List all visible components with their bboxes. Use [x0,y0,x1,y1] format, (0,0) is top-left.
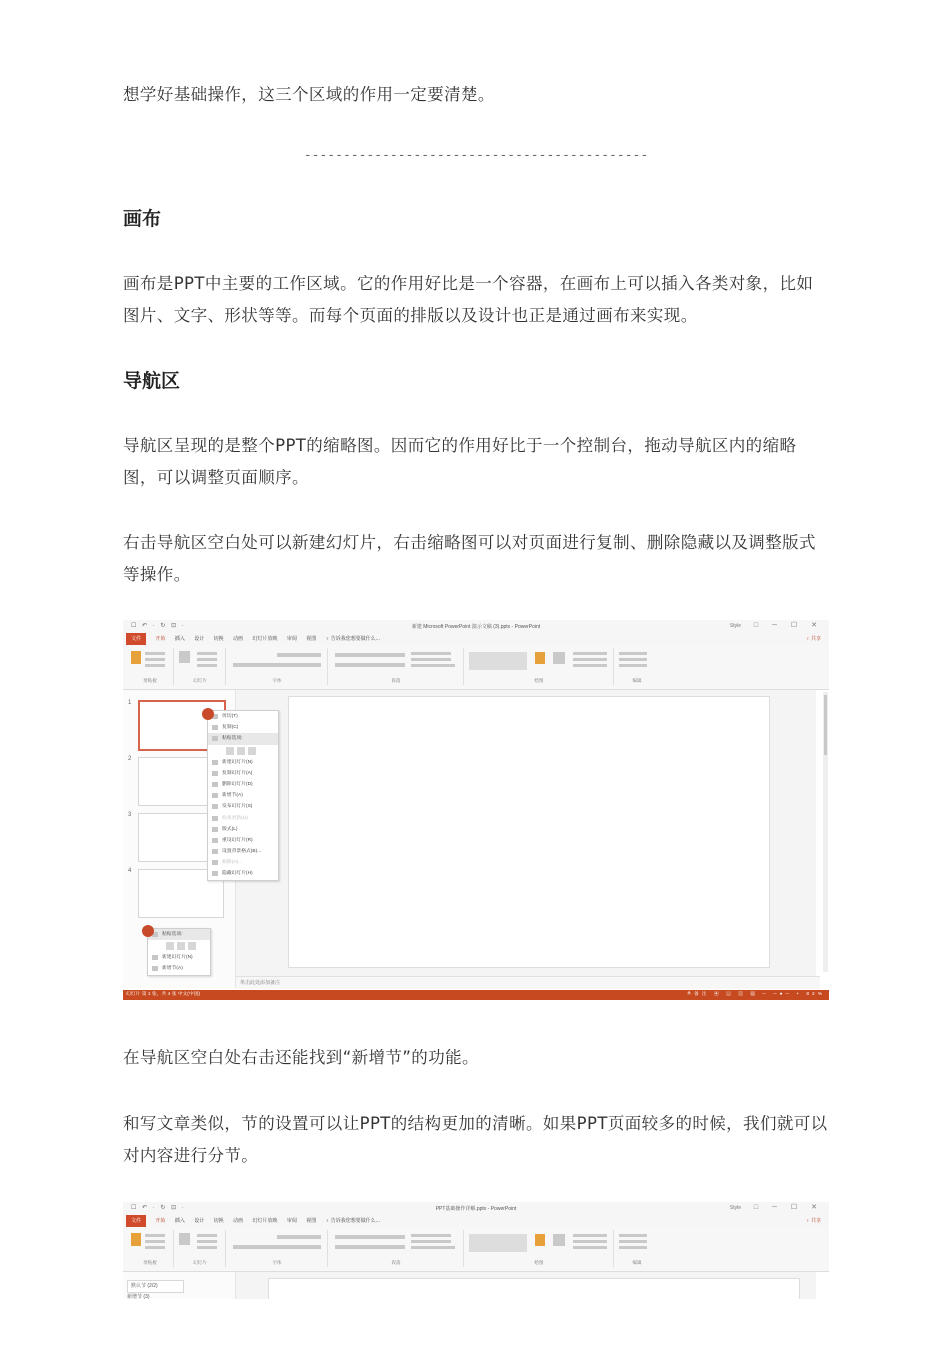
font-size-icon [277,1235,321,1239]
ribbon-group-label: 绘图 [534,678,544,683]
navigation-pane [123,1272,236,1299]
tab-view: 视图 [306,1218,317,1224]
ribbon-group-label: 剪贴板 [143,1260,157,1265]
title-bar [123,1202,829,1215]
tab-slideshow: 幻灯片放映 [252,636,278,642]
menu-item-check-updates: 检查更新(U) [208,813,278,824]
menu-item-paste-options: 粘贴选项: [208,733,278,744]
replace-icon [619,1240,647,1243]
shape-effects-icon [573,1246,607,1249]
text-direction-icon [411,652,451,655]
slide-canvas [288,696,770,968]
context-menu-blank-area [147,928,211,976]
smartart-icon [411,664,455,667]
status-right: ≜备注 ▣ ▤ ▥ ▦ ─ ─●─ + 82% [687,992,825,997]
new-slide-icon [179,1233,190,1245]
tab-file: 文件 [126,633,146,645]
menu-item-new-slide: 新建幻灯片(N) [148,952,210,963]
section-icon [197,1246,217,1249]
window-title: 新建 Microsoft PowerPoint 演示文稿 (3).pptx - PowerPoint [411,624,541,630]
window-controls: □ ─ ☐ ✕ [753,622,823,629]
ribbon-group-paragraph [329,648,464,685]
menu-item-copy: 复制(C) [208,722,278,733]
ribbon-group-label: 字体 [272,678,282,683]
tab-design: 设计 [194,636,205,642]
reset-icon [197,1240,217,1243]
cut-icon [145,1234,165,1237]
quick-access-toolbar: ☐ ↶ · ↻ ⊡ · [131,1205,186,1211]
ribbon-group-label: 编辑 [632,678,642,683]
navigation-paragraph-2: 右击导航区空白处可以新建幻灯片，右击缩略图可以对页面进行复制、删除隐藏以及调整版式等操作。 [123,533,816,584]
paste-icon [131,1233,141,1246]
quick-styles-icon [553,652,565,664]
menu-item-publish-slides: 发布幻灯片(S) [208,801,278,812]
powerpoint-screenshot-2 [123,1202,829,1299]
slide-canvas [268,1278,800,1299]
arrange-icon [535,1234,545,1246]
ribbon-group-label: 幻灯片 [193,678,207,683]
heading-navigation: 导航区 [123,370,181,392]
slide-number: 3 [128,812,132,818]
find-icon [619,652,647,655]
vertical-scrollbar [823,692,828,972]
share-button: ♀ 共享 [805,1218,821,1224]
navigation-paragraph-1: 导航区呈现的是整个PPT的缩略图。因而它的作用好比于一个控制台，拖动导航区内的缩略图，可以调整页面顺序。 [123,436,797,487]
font-size-icon [277,653,321,657]
shapes-gallery-icon [469,652,527,670]
ribbon-group-label: 编辑 [632,1260,642,1265]
shape-effects-icon [573,664,607,667]
paste-icon [177,942,185,950]
status-left: 幻灯片 第 1 张，共 4 张 中文(中国) [126,992,201,997]
style-label: Style [729,623,741,629]
ribbon-group-slides [175,1230,226,1267]
shape-fill-icon [573,652,607,655]
menu-item-new-slide: 新建幻灯片(N) [208,757,278,768]
paste-icon [226,747,234,755]
menu-item-format-background: 设置背景格式(B)... [208,846,278,857]
ribbon-tabs [123,1215,829,1227]
font-format-icons [233,1245,321,1249]
powerpoint-screenshot-1 [123,620,829,1002]
ribbon-group-label: 剪贴板 [143,678,157,683]
tell-me-box: ♀ 告诉我您想要做什么... [325,636,380,642]
menu-item-reset-slide: 重设幻灯片(R) [208,835,278,846]
window-controls: □ ─ ☐ ✕ [753,1204,823,1211]
layout-icon [197,652,217,655]
ribbon-group-label: 绘图 [534,1260,544,1265]
format-painter-icon [145,1246,165,1249]
add-section-paragraph: 在导航区空白处右击还能找到“新增节”的功能。 [123,1048,479,1067]
ribbon-group-editing [615,648,659,685]
tab-home: 开始 [155,636,166,642]
quick-access-toolbar: ☐ ↶ · ↻ ⊡ · [131,623,186,629]
tab-animations: 动画 [233,1218,244,1224]
ribbon-group-drawing [465,648,614,685]
paste-icon [248,747,256,755]
paste-icon [188,942,196,950]
slide-number: 4 [128,868,132,874]
reset-icon [197,658,217,661]
paste-icons [148,940,210,952]
slide-number: 2 [128,756,132,762]
section-header-new: 新增节 (3) [127,1294,150,1299]
tab-insert: 插入 [174,1218,185,1224]
notes-bar: 单击此处添加备注 [236,976,820,989]
tab-review: 审阅 [286,636,297,642]
ribbon [123,1227,829,1272]
menu-item-photo-album: 相册(A)... [208,857,278,868]
quick-styles-icon [553,1234,565,1246]
divider: -------------------------------------------- [303,148,649,163]
ribbon [123,645,829,690]
align-text-icon [411,1240,451,1243]
ribbon-tabs [123,633,829,645]
tab-view: 视图 [306,636,317,642]
section-icon [197,664,217,667]
select-icon [619,664,647,667]
ribbon-group-editing [615,1230,659,1267]
cut-icon [145,652,165,655]
ribbon-group-label: 段落 [391,678,401,683]
intro-paragraph: 想学好基础操作，这三个区域的作用一定要清楚。 [123,85,495,104]
tab-file: 文件 [126,1215,146,1227]
select-icon [619,1246,647,1249]
find-icon [619,1234,647,1237]
text-direction-icon [411,1234,451,1237]
title-bar [123,620,829,633]
shape-outline-icon [573,1240,607,1243]
tab-animations: 动画 [233,636,244,642]
context-menu-thumbnail [207,710,279,881]
replace-icon [619,658,647,661]
ribbon-group-label: 幻灯片 [193,1260,207,1265]
click-indicator [142,925,154,937]
copy-icon [145,1240,165,1243]
ribbon-group-font [227,1230,328,1267]
layout-icon [197,1234,217,1237]
tab-insert: 插入 [174,636,185,642]
click-indicator [202,708,214,720]
menu-item-cut: 剪切(T) [208,711,278,722]
tab-slideshow: 幻灯片放映 [252,1218,278,1224]
share-button: ♀ 共享 [805,636,821,642]
menu-item-add-section: 新增节(A) [148,963,210,974]
menu-item-layout: 版式(L) [208,824,278,835]
align-icons [335,663,405,667]
shape-fill-icon [573,1234,607,1237]
ribbon-group-font [227,648,328,685]
paste-icons [208,745,278,757]
paste-icon [131,651,141,664]
shapes-gallery-icon [469,1234,527,1252]
menu-item-add-section: 新增节(A) [208,790,278,801]
slide-number: 1 [128,700,132,706]
menu-item-duplicate-slide: 复制幻灯片(A) [208,768,278,779]
ribbon-group-clipboard [127,1230,174,1267]
ribbon-group-label: 段落 [391,1260,401,1265]
font-format-icons [233,663,321,667]
paste-icon [237,747,245,755]
menu-item-delete-slide: 删除幻灯片(D) [208,779,278,790]
align-icons [335,1245,405,1249]
ribbon-group-slides [175,648,226,685]
section-header-default: 默认节 (2/2) [127,1280,184,1293]
format-painter-icon [145,664,165,667]
smartart-icon [411,1246,455,1249]
ribbon-group-label: 字体 [272,1260,282,1265]
ribbon-group-paragraph [329,1230,464,1267]
tell-me-box: ♀ 告诉我您想要做什么... [325,1218,380,1224]
tab-review: 审阅 [286,1218,297,1224]
new-slide-icon [179,651,190,663]
list-icons [335,1235,405,1239]
ribbon-group-drawing [465,1230,614,1267]
shape-outline-icon [573,658,607,661]
tab-design: 设计 [194,1218,205,1224]
ribbon-group-clipboard [127,648,174,685]
list-icons [335,653,405,657]
paste-icon [166,942,174,950]
heading-canvas: 画布 [123,208,162,230]
menu-item-paste-options: 粘贴选项: [148,929,210,940]
style-label: Style [729,1205,741,1211]
window-title: PPT基础操作详解.pptx - PowerPoint [435,1206,517,1212]
status-bar [123,990,829,1000]
sections-paragraph: 和写文章类似，节的设置可以让PPT的结构更加的清晰。如果PPT页面较多的时候，我们就可以对内容进行分节。 [123,1114,828,1165]
tab-transitions: 切换 [213,636,224,642]
arrange-icon [535,652,545,664]
tab-transitions: 切换 [213,1218,224,1224]
align-text-icon [411,658,451,661]
copy-icon [145,658,165,661]
canvas-paragraph: 画布是PPT中主要的工作区域。它的作用好比是一个容器，在画布上可以插入各类对象，比如图片、文字、形状等等。而每个页面的排版以及设计也正是通过画布来实现。 [123,274,814,325]
tab-home: 开始 [155,1218,166,1224]
menu-item-hide-slide: 隐藏幻灯片(H) [208,868,278,879]
